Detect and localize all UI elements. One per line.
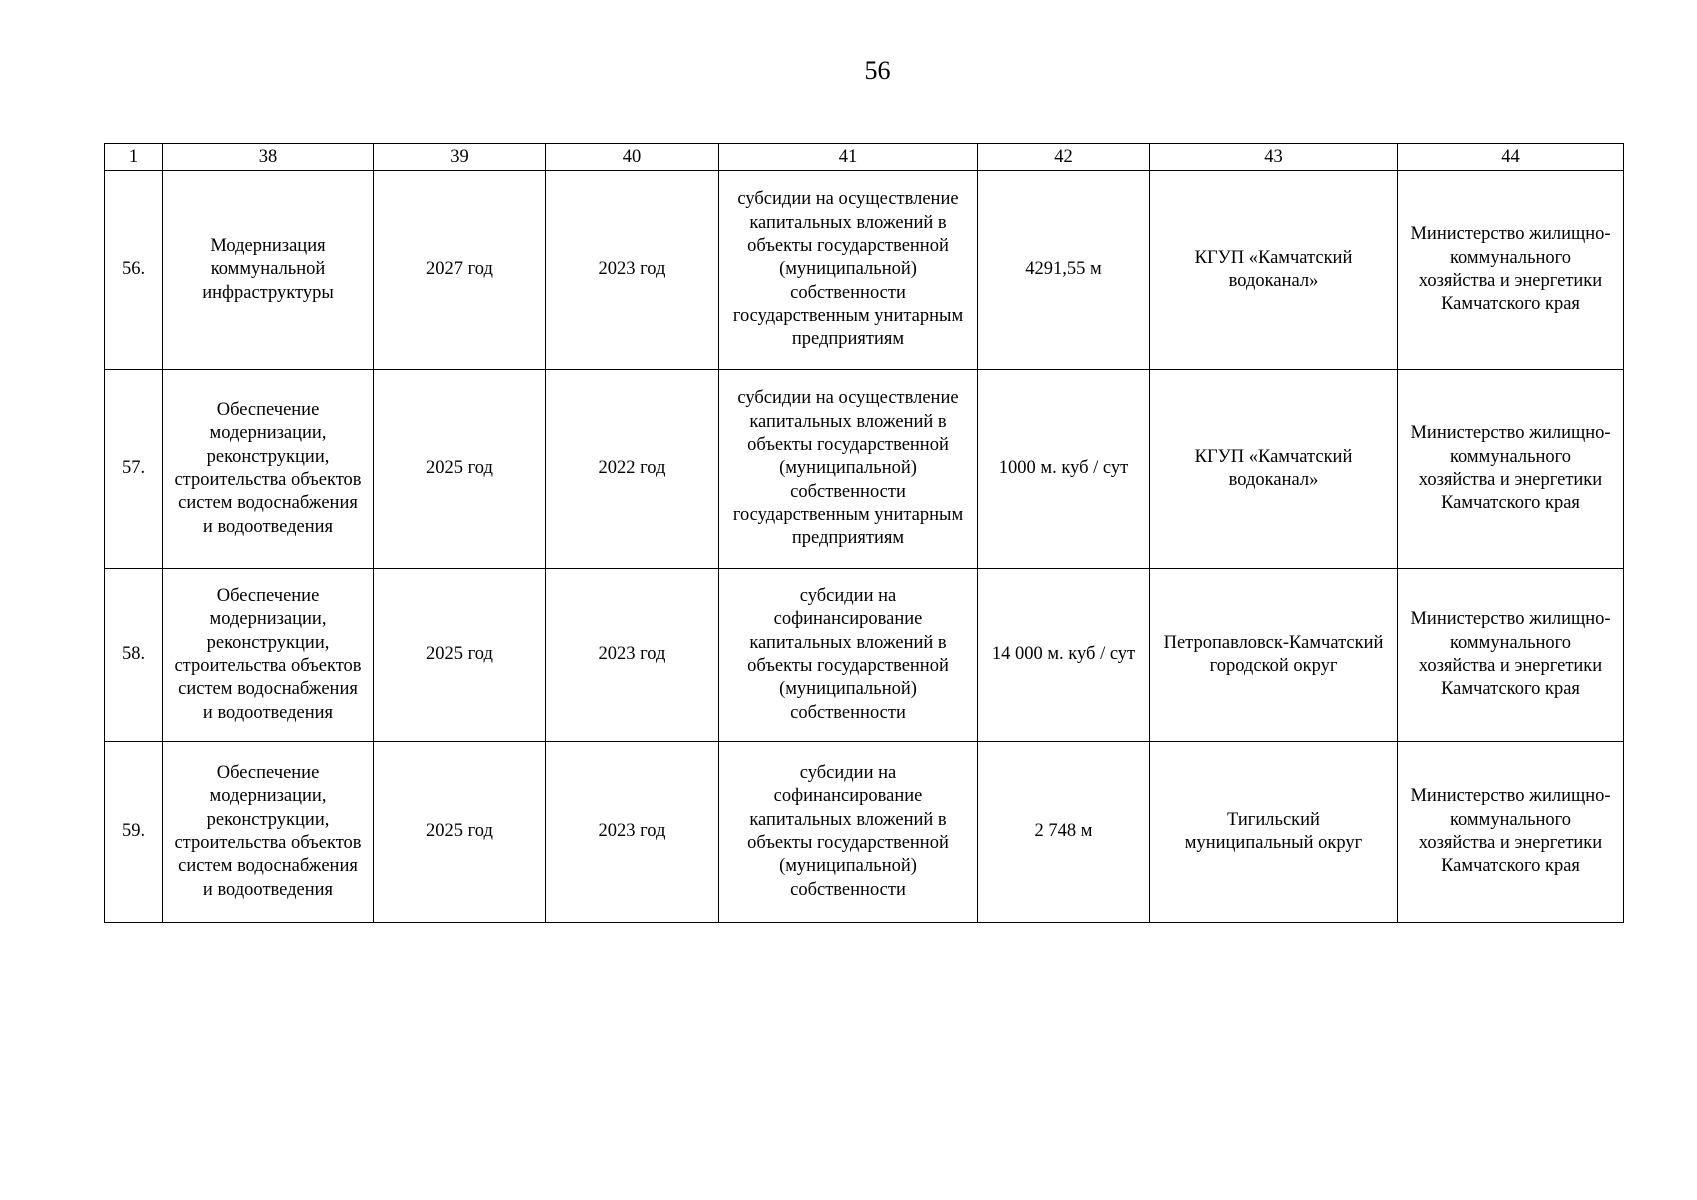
recipient: Тигильский муниципальный округ [1150,742,1398,923]
capacity: 2 748 м [978,742,1150,923]
row-number: 57. [105,370,163,569]
table-row [105,742,1624,923]
column-header: 41 [719,144,978,171]
table-row [105,370,1624,569]
column-header: 1 [105,144,163,171]
column-header: 39 [374,144,546,171]
authority: Министерство жилищно- коммунального хозяйства и энергетики Камчатского края [1398,171,1624,370]
year-end: 2025 год [374,742,546,923]
funding-type: субсидии на осуществление капитальных вложений в объекты государственной (муниципальной) собственности государственным унитарным предприятиям [719,171,978,370]
authority: Министерство жилищно- коммунального хозяйства и энергетики Камчатского края [1398,742,1624,923]
year-start: 2023 год [546,569,719,742]
column-header: 38 [163,144,374,171]
capacity: 14 000 м. куб / сут [978,569,1150,742]
year-end: 2027 год [374,171,546,370]
recipient: КГУП «Камчатский водоканал» [1150,370,1398,569]
funding-type: субсидии на софинансирование капитальных вложений в объекты государственной (муниципальной) собственности [719,742,978,923]
capacity: 4291,55 м [978,171,1150,370]
column-header: 44 [1398,144,1624,171]
year-start: 2023 год [546,742,719,923]
funding-type: субсидии на осуществление капитальных вложений в объекты государственной (муниципальной) собственности государственным унитарным предприятиям [719,370,978,569]
year-end: 2025 год [374,370,546,569]
page-number: 56 [864,56,891,85]
year-start: 2022 год [546,370,719,569]
authority: Министерство жилищно- коммунального хозяйства и энергетики Камчатского края [1398,569,1624,742]
table-row [105,171,1624,370]
table-row [105,569,1624,742]
column-header: 40 [546,144,719,171]
project-name: Обеспечение модернизации, реконструкции, строительства объектов систем водоснабжения и водоотведения [163,742,374,923]
year-end: 2025 год [374,569,546,742]
row-number: 58. [105,569,163,742]
project-name: Модернизация коммунальной инфраструктуры [163,171,374,370]
column-header: 42 [978,144,1150,171]
year-start: 2023 год [546,171,719,370]
row-number: 56. [105,171,163,370]
project-name: Обеспечение модернизации, реконструкции, строительства объектов систем водоснабжения и водоотведения [163,370,374,569]
row-number: 59. [105,742,163,923]
recipient: Петропавловск-Камчатский городской округ [1150,569,1398,742]
funding-type: субсидии на софинансирование капитальных вложений в объекты государственной (муниципальной) собственности [719,569,978,742]
capacity: 1000 м. куб / сут [978,370,1150,569]
authority: Министерство жилищно- коммунального хозяйства и энергетики Камчатского края [1398,370,1624,569]
header-row [105,144,1624,171]
column-header: 43 [1150,144,1398,171]
projects-table [104,143,1624,923]
project-name: Обеспечение модернизации, реконструкции, строительства объектов систем водоснабжения и водоотведения [163,569,374,742]
recipient: КГУП «Камчатский водоканал» [1150,171,1398,370]
